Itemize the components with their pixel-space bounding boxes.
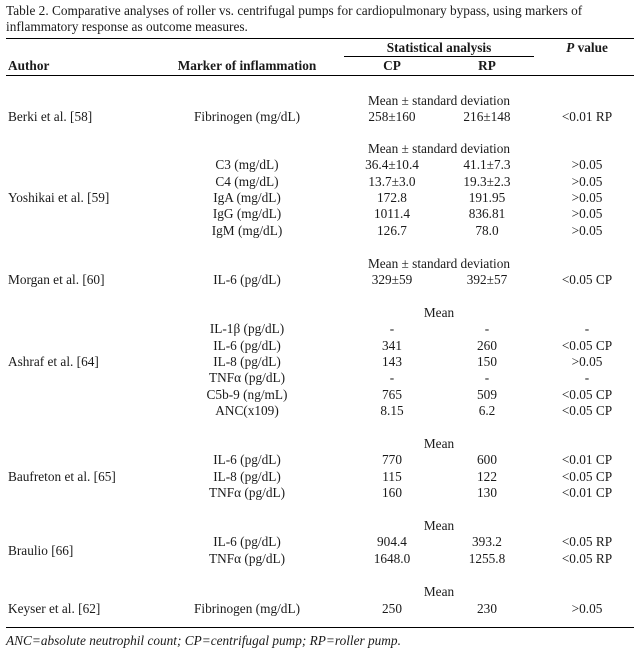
rp-value-cell: 19.3±2.3 (463, 174, 511, 189)
header-statistical-analysis: Statistical analysis (386, 40, 492, 55)
rp-value-cell: - (484, 370, 490, 385)
cp-value-cell: - (389, 370, 395, 385)
marker-cell: Fibrinogen (mg/dL) (194, 109, 300, 124)
author-name: Ashraf et al. [64] (8, 354, 99, 369)
p-value-cell: >0.05 (571, 206, 603, 221)
statistic-label: Mean ± standard deviation (367, 93, 511, 108)
table-footnote: ANC=absolute neutrophil count; CP=centrifugal pump; RP=roller pump. (6, 633, 401, 648)
p-value-cell: >0.05 (571, 157, 603, 172)
marker-cell: IgG (mg/dL) (212, 206, 282, 221)
header-rule (6, 75, 634, 76)
cp-value-cell: 172.8 (377, 190, 407, 205)
header-p-value (540, 40, 634, 56)
p-value-cell: >0.05 (571, 601, 603, 616)
p-value-cell: <0.05 CP (561, 387, 613, 402)
cp-value-cell: 765 (382, 387, 402, 402)
header-rp: RP (478, 58, 496, 73)
marker-cell: TNFα (pg/dL) (208, 485, 286, 500)
p-value-cell: >0.05 (571, 354, 603, 369)
marker-cell: IL-6 (pg/dL) (213, 272, 281, 287)
p-value-cell: - (584, 370, 590, 385)
rp-value-cell: 393.2 (472, 534, 502, 549)
p-value-cell: - (584, 321, 590, 336)
top-rule (6, 38, 634, 39)
rp-value-cell: 130 (477, 485, 497, 500)
rp-value-cell: 230 (477, 601, 497, 616)
rp-value-cell: 836.81 (468, 206, 506, 221)
header-p-rest: value (574, 40, 608, 55)
marker-cell: Fibrinogen (mg/dL) (194, 601, 300, 616)
p-value-cell: <0.01 RP (561, 109, 613, 124)
statistical-analysis-underline (344, 56, 534, 57)
rp-value-cell: - (484, 321, 490, 336)
table-caption: Table 2. Comparative analyses of roller vs. centrifugal pumps for cardiopulmonary bypass, using markers of inflammatory response as outcome measures. (6, 3, 583, 34)
cp-value-cell: 341 (382, 338, 402, 353)
p-value-cell: >0.05 (571, 190, 603, 205)
marker-cell: C4 (mg/dL) (215, 174, 279, 189)
header-cp: CP (383, 58, 401, 73)
marker-cell: TNFα (pg/dL) (208, 370, 286, 385)
statistic-label: Mean ± standard deviation (367, 256, 511, 271)
p-value-cell: >0.05 (571, 223, 603, 238)
statistic-label: Mean (423, 518, 455, 533)
marker-cell: ANC(x109) (215, 403, 279, 418)
cp-value-cell: 160 (382, 485, 402, 500)
marker-cell: IL-6 (pg/dL) (213, 338, 281, 353)
author-name: Keyser et al. [62] (8, 601, 101, 616)
rp-value-cell: 216±148 (463, 109, 511, 124)
cp-value-cell: 8.15 (380, 403, 404, 418)
bottom-rule (6, 627, 634, 628)
marker-cell: IL-6 (pg/dL) (213, 534, 281, 549)
cp-value-cell: 770 (382, 452, 402, 467)
p-value-cell: <0.05 RP (561, 534, 613, 549)
p-value-cell: <0.05 CP (561, 403, 613, 418)
author-name: Yoshikai et al. [59] (8, 190, 110, 205)
rp-value-cell: 6.2 (478, 403, 496, 418)
statistic-label: Mean (423, 305, 455, 320)
cp-value-cell: 143 (382, 354, 402, 369)
marker-cell: C3 (mg/dL) (215, 157, 279, 172)
rp-value-cell: 150 (477, 354, 497, 369)
rp-value-cell: 191.95 (468, 190, 506, 205)
cp-value-cell: 250 (382, 601, 402, 616)
cp-value-cell: 1011.4 (373, 206, 411, 221)
cp-value-cell: 126.7 (377, 223, 407, 238)
p-value-cell: >0.05 (571, 174, 603, 189)
cp-value-cell: 36.4±10.4 (365, 157, 419, 172)
rp-value-cell: 260 (477, 338, 497, 353)
cp-value-cell: 1648.0 (373, 551, 411, 566)
rp-value-cell: 41.1±7.3 (463, 157, 511, 172)
statistic-label: Mean ± standard deviation (367, 141, 511, 156)
cp-value-cell: 13.7±3.0 (368, 174, 416, 189)
p-value-cell: <0.05 RP (561, 551, 613, 566)
marker-cell: C5b-9 (ng/mL) (206, 387, 288, 402)
header-marker: Marker of inflammation (177, 58, 317, 73)
p-value-cell: <0.05 CP (561, 272, 613, 287)
rp-value-cell: 600 (477, 452, 497, 467)
cp-value-cell: 115 (382, 469, 402, 484)
author-name: Morgan et al. [60] (8, 272, 105, 287)
author-name: Braulio [66] (8, 543, 74, 558)
marker-cell: IgA (mg/dL) (213, 190, 281, 205)
header-p-italic: P (566, 40, 575, 55)
p-value-cell: <0.05 CP (561, 338, 613, 353)
rp-value-cell: 509 (477, 387, 497, 402)
statistic-label: Mean (423, 584, 455, 599)
rp-value-cell: 122 (477, 469, 497, 484)
marker-cell: IgM (mg/dL) (211, 223, 283, 238)
p-value-cell: <0.05 CP (561, 469, 613, 484)
cp-value-cell: 329±59 (371, 272, 413, 287)
cp-value-cell: 904.4 (377, 534, 407, 549)
author-name: Baufreton et al. [65] (8, 469, 116, 484)
rp-value-cell: 1255.8 (468, 551, 506, 566)
marker-cell: IL-1β (pg/dL) (209, 321, 285, 336)
p-value-cell: <0.01 CP (561, 485, 613, 500)
marker-cell: IL-8 (pg/dL) (213, 354, 281, 369)
rp-value-cell: 392±57 (466, 272, 508, 287)
author-name: Berki et al. [58] (8, 109, 93, 124)
marker-cell: IL-6 (pg/dL) (213, 452, 281, 467)
marker-cell: TNFα (pg/dL) (208, 551, 286, 566)
p-value-cell: <0.01 CP (561, 452, 613, 467)
cp-value-cell: - (389, 321, 395, 336)
marker-cell: IL-8 (pg/dL) (213, 469, 281, 484)
cp-value-cell: 258±160 (368, 109, 416, 124)
statistic-label: Mean (423, 436, 455, 451)
header-author: Author (8, 58, 50, 73)
rp-value-cell: 78.0 (475, 223, 499, 238)
